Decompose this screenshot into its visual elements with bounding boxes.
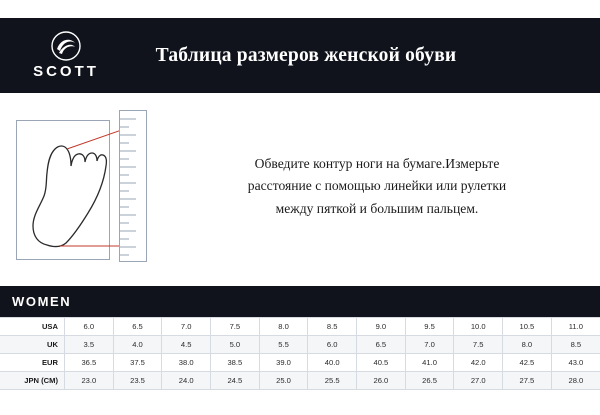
row-label-uk: UK <box>0 336 65 354</box>
cell: 7.0 <box>405 336 454 354</box>
table-row <box>0 354 600 372</box>
cell: 25.5 <box>308 372 357 390</box>
cell: 43.0 <box>551 354 600 372</box>
cell: 5.5 <box>259 336 308 354</box>
instructions-section <box>0 93 600 280</box>
row-label-jpn: JPN (CM) <box>0 372 65 390</box>
foot-outline-icon <box>0 93 178 280</box>
cell: 42.5 <box>503 354 552 372</box>
cell: 27.0 <box>454 372 503 390</box>
cell: 6.5 <box>113 318 162 336</box>
cell: 25.0 <box>259 372 308 390</box>
cell: 10.5 <box>503 318 552 336</box>
cell: 28.0 <box>551 372 600 390</box>
cell: 10.0 <box>454 318 503 336</box>
cell: 11.0 <box>551 318 600 336</box>
cell: 39.0 <box>259 354 308 372</box>
cell: 8.5 <box>308 318 357 336</box>
cell: 40.5 <box>357 354 406 372</box>
header-bar <box>0 18 600 93</box>
row-label-usa: USA <box>0 318 65 336</box>
table-row <box>0 318 600 336</box>
cell: 5.0 <box>211 336 260 354</box>
cell: 7.5 <box>211 318 260 336</box>
page-title: Таблица размеров женской обуви <box>155 44 457 66</box>
women-section-label: WOMEN <box>0 286 600 317</box>
row-label-eur: EUR <box>0 354 65 372</box>
cell: 38.5 <box>211 354 260 372</box>
cell: 37.5 <box>113 354 162 372</box>
cell: 4.5 <box>162 336 211 354</box>
instructions-line-2: расстояние с помощью линейки или рулетки <box>247 178 507 194</box>
instructions-line-1: Обведите контур ноги на бумаге.Измерьте <box>254 155 500 171</box>
cell: 4.0 <box>113 336 162 354</box>
cell: 6.0 <box>308 336 357 354</box>
brand-logo <box>0 18 132 93</box>
cell: 41.0 <box>405 354 454 372</box>
size-table <box>0 317 600 390</box>
cell: 38.0 <box>162 354 211 372</box>
instructions-text <box>178 153 600 220</box>
instructions-line-3: между пяткой и большим пальцем. <box>275 200 479 216</box>
cell: 27.5 <box>503 372 552 390</box>
table-row <box>0 336 600 354</box>
measurement-diagram <box>0 93 178 280</box>
cell: 8.0 <box>259 318 308 336</box>
cell: 40.0 <box>308 354 357 372</box>
scott-logo-icon <box>51 31 81 61</box>
cell: 26.0 <box>357 372 406 390</box>
cell: 24.0 <box>162 372 211 390</box>
cell: 7.0 <box>162 318 211 336</box>
cell: 7.5 <box>454 336 503 354</box>
cell: 26.5 <box>405 372 454 390</box>
cell: 8.0 <box>503 336 552 354</box>
cell: 6.5 <box>357 336 406 354</box>
brand-wordmark: SCOTT <box>33 63 99 80</box>
size-table-section <box>0 286 600 390</box>
cell: 8.5 <box>551 336 600 354</box>
cell: 24.5 <box>211 372 260 390</box>
cell: 3.5 <box>65 336 114 354</box>
cell: 6.0 <box>65 318 114 336</box>
cell: 9.0 <box>357 318 406 336</box>
cell: 42.0 <box>454 354 503 372</box>
cell: 23.0 <box>65 372 114 390</box>
cell: 9.5 <box>405 318 454 336</box>
ruler-icon <box>119 110 147 262</box>
cell: 36.5 <box>65 354 114 372</box>
table-row <box>0 372 600 390</box>
cell: 23.5 <box>113 372 162 390</box>
